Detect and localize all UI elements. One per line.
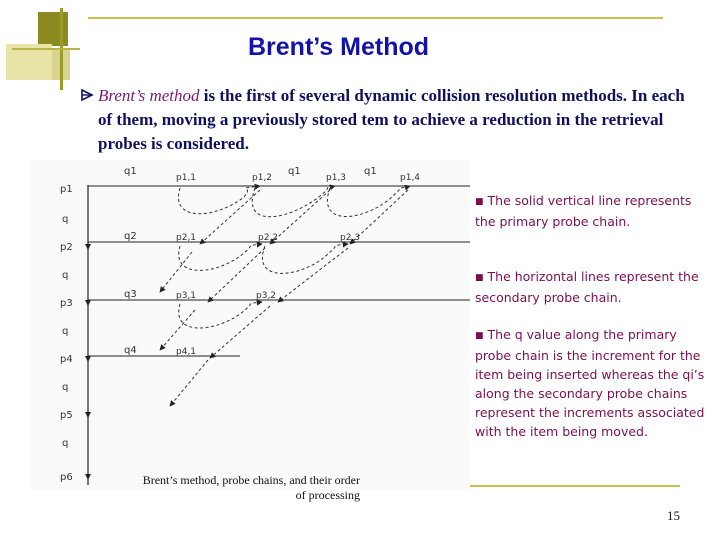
probe-label: p3,1	[176, 291, 197, 301]
primary-label: q	[62, 438, 69, 449]
primary-label: q	[62, 214, 69, 225]
probe-label: p1,3	[326, 173, 347, 183]
primary-label: p5	[60, 410, 73, 421]
square-bullet-icon: ■	[475, 197, 484, 207]
bullet-text	[98, 84, 698, 156]
bullet-arrow-icon	[80, 88, 94, 102]
note-text: The q value along the primary probe chain is the increment for the item being inserted whereas the qi’s along the secondary probe chains represent the increments associated with the item being moved.	[475, 327, 705, 439]
primary-label: p4	[60, 354, 73, 365]
probe-label: p1,1	[176, 173, 197, 183]
note-primary-chain	[475, 191, 705, 231]
probe-label: p2,2	[258, 233, 279, 243]
note-text: The horizontal lines represent the secondary probe chain.	[475, 269, 699, 305]
primary-label: p6	[60, 472, 73, 483]
slide-title: Brent’s Method	[248, 33, 430, 61]
row-q-label: q2	[124, 231, 137, 242]
probe-label: p1,2	[252, 173, 273, 183]
primary-label: q	[62, 326, 69, 337]
diagram-background	[30, 160, 470, 490]
page-number: 15	[667, 508, 680, 523]
primary-label: q	[62, 270, 69, 281]
bullet-body: is the first of several dynamic collision resolution methods. In each of them, moving a previously stored tem to achieve a reduction in the retrieval probes is considered.	[98, 86, 685, 153]
row-q-label: q3	[124, 289, 137, 300]
primary-label: p2	[60, 242, 73, 253]
primary-label: q	[62, 382, 69, 393]
probe-label: p1,4	[400, 173, 421, 183]
brent-diagram	[30, 160, 470, 490]
bullet-term: Brent’s method	[98, 86, 200, 105]
square-bullet-icon: ■	[475, 273, 484, 283]
top-rule	[88, 17, 663, 19]
probe-label: p2,1	[176, 233, 197, 243]
primary-label: p3	[60, 298, 73, 309]
row-q-label: q4	[124, 345, 137, 356]
top-q-label: q1	[364, 166, 377, 177]
note-text: The solid vertical line represents the primary probe chain.	[475, 193, 692, 229]
probe-label: p2,3	[340, 233, 361, 243]
probe-label: p3,2	[256, 291, 277, 301]
note-q-value	[475, 325, 705, 441]
top-q-label: q1	[288, 166, 301, 177]
probe-label: p4,1	[176, 347, 197, 357]
square-bullet-icon: ■	[475, 331, 484, 341]
decor-square-dark	[38, 12, 68, 46]
figure-caption: Brent’s method, probe chains, and their order of processing	[142, 473, 360, 502]
note-secondary-chain	[475, 267, 705, 307]
title-rule	[12, 48, 80, 50]
primary-label: p1	[60, 184, 73, 195]
row-q-label: q1	[124, 166, 137, 177]
